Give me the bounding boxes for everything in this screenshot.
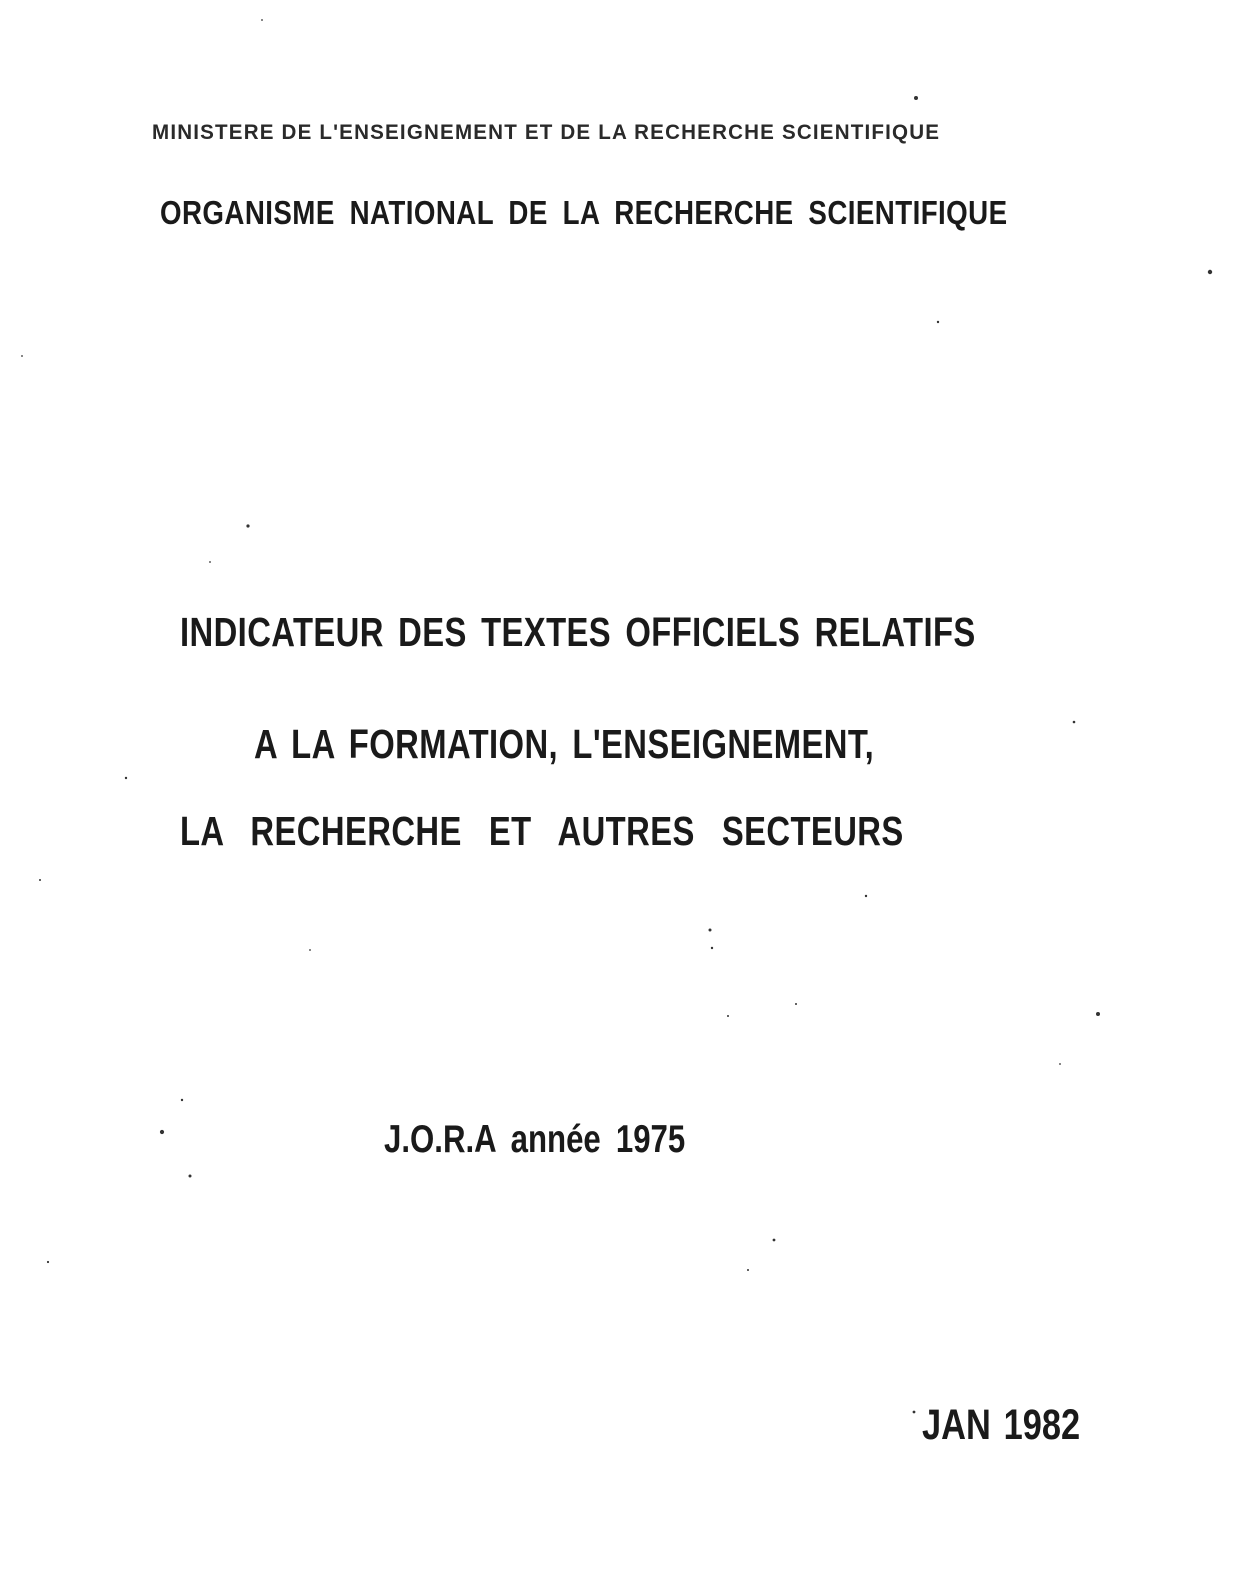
- title-line-3: LA RECHERCHE ET AUTRES SECTEURS: [180, 808, 904, 854]
- title-line-1: INDICATEUR DES TEXTES OFFICIELS RELATIFS: [180, 609, 976, 655]
- ministry-heading: MINISTERE DE L'ENSEIGNEMENT ET DE LA RECHERCHE SCIENTIFIQUE: [152, 121, 941, 144]
- title-line-2: A LA FORMATION, L'ENSEIGNEMENT,: [254, 721, 875, 767]
- publication-date: JAN 1982: [922, 1401, 1081, 1449]
- journal-reference: J.O.R.A année 1975: [384, 1118, 686, 1161]
- organisme-heading: ORGANISME NATIONAL DE LA RECHERCHE SCIENTIFIQUE: [160, 194, 1008, 231]
